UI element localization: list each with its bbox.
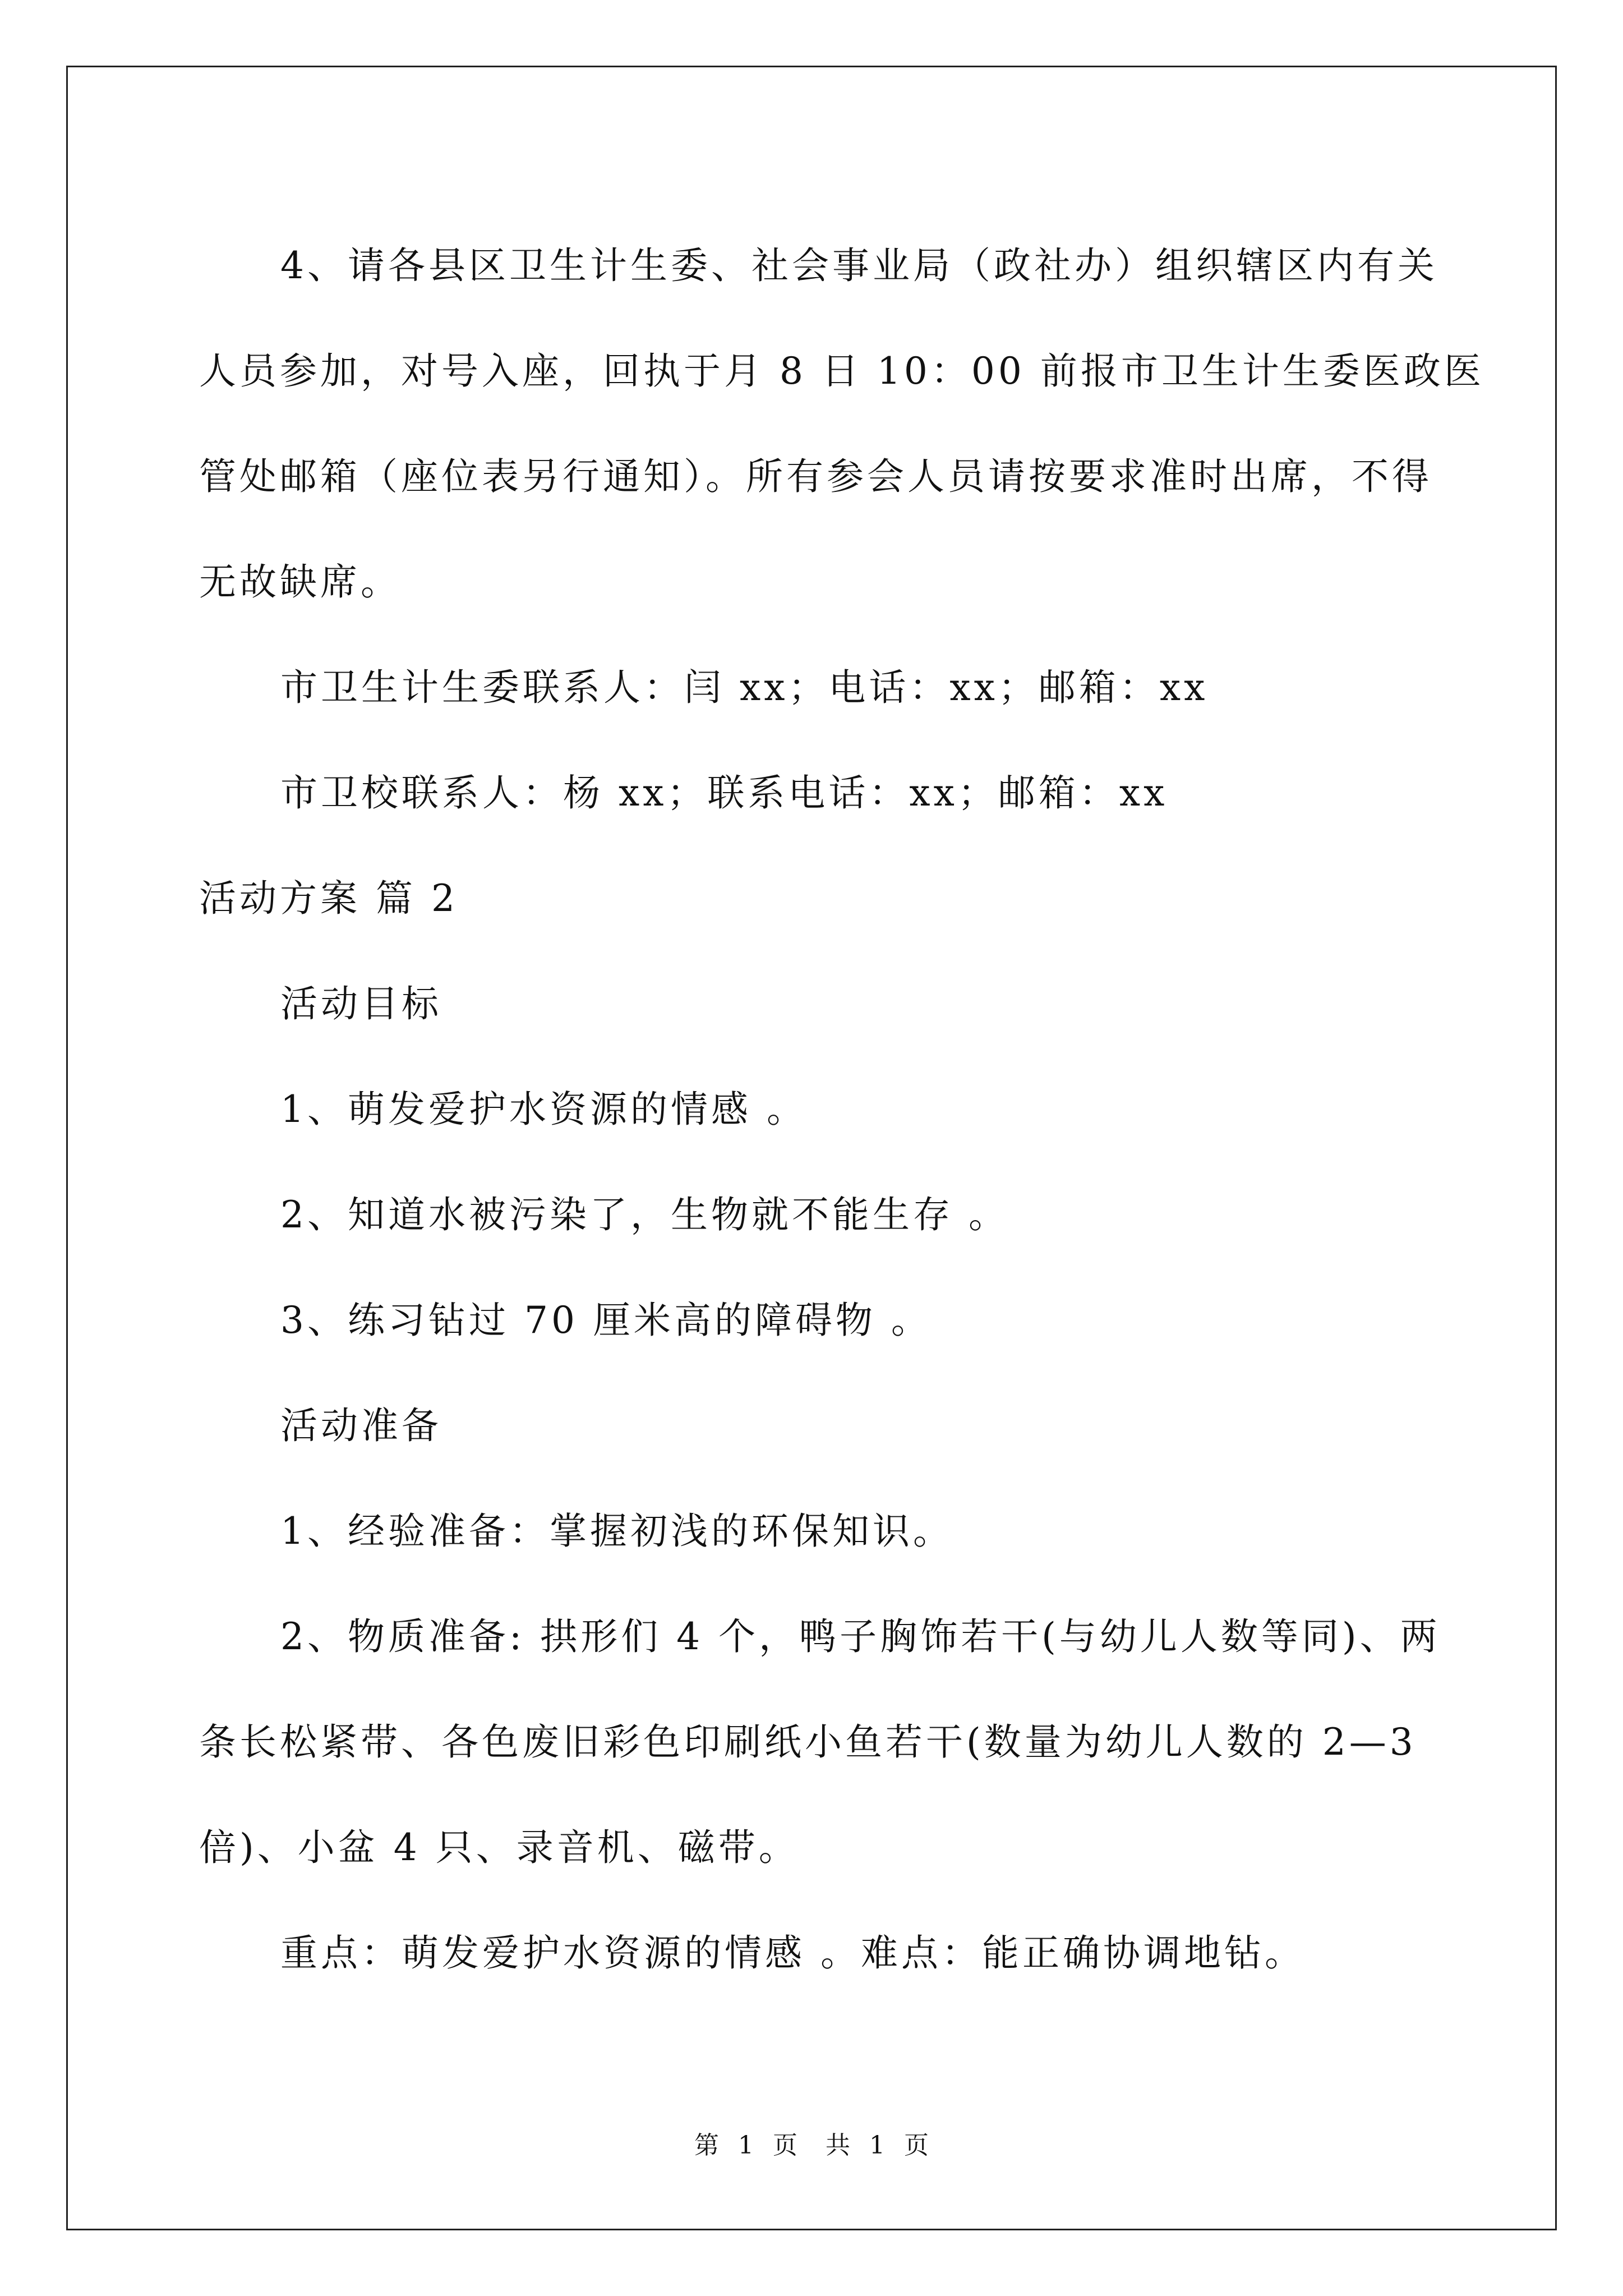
paragraph-line: 无故缺席。 <box>199 560 401 604</box>
list-item: 2、知道水被污染了，生物就不能生存 。 <box>280 1193 1009 1236</box>
page-footer <box>0 2129 1623 2162</box>
paragraph-line: 人员参加，对号入座，回执于月 8 日 10：00 前报市卫生计生委医政医 <box>199 349 1484 393</box>
page-total: 共 1 页 <box>826 2131 929 2160</box>
paragraph-line: 倍)、小盆 4 只、录音机、磁带。 <box>199 1826 799 1869</box>
page-number: 第 1 页 <box>694 2131 797 2160</box>
list-item: 3、练习钻过 70 厘米高的障碍物 。 <box>280 1299 932 1342</box>
paragraph-line: 重点：萌发爱护水资源的情感 。难点：能正确协调地钻。 <box>280 1931 1305 1975</box>
list-item: 1、萌发爱护水资源的情感 。 <box>280 1088 807 1131</box>
list-item: 2、物质准备: 拱形们 4 个，鸭子胸饰若干(与幼儿人数等同)、两 <box>280 1615 1441 1658</box>
paragraph-line: 管处邮箱（座位表另行通知）。所有参会人员请按要求准时出席，不得 <box>199 455 1432 498</box>
paragraph-line: 4、请各县区卫生计生委、社会事业局（政社办）组织辖区内有关 <box>280 244 1438 287</box>
section-heading: 活动方案 篇 2 <box>199 877 458 920</box>
paragraph-line: 条长松紧带、各色废旧彩色印刷纸小鱼若干(数量为幼儿人数的 2—3 <box>199 1720 1417 1764</box>
document-body <box>199 213 1484 2006</box>
subheading: 活动目标 <box>280 982 442 1025</box>
contact-line: 市卫生计生委联系人：闫 xx；电话：xx；邮箱：xx <box>280 666 1209 709</box>
subheading: 活动准备 <box>280 1404 442 1447</box>
list-item: 1、经验准备：掌握初浅的环保知识。 <box>280 1510 953 1553</box>
contact-line: 市卫校联系人：杨 xx；联系电话：xx；邮箱：xx <box>280 771 1168 815</box>
